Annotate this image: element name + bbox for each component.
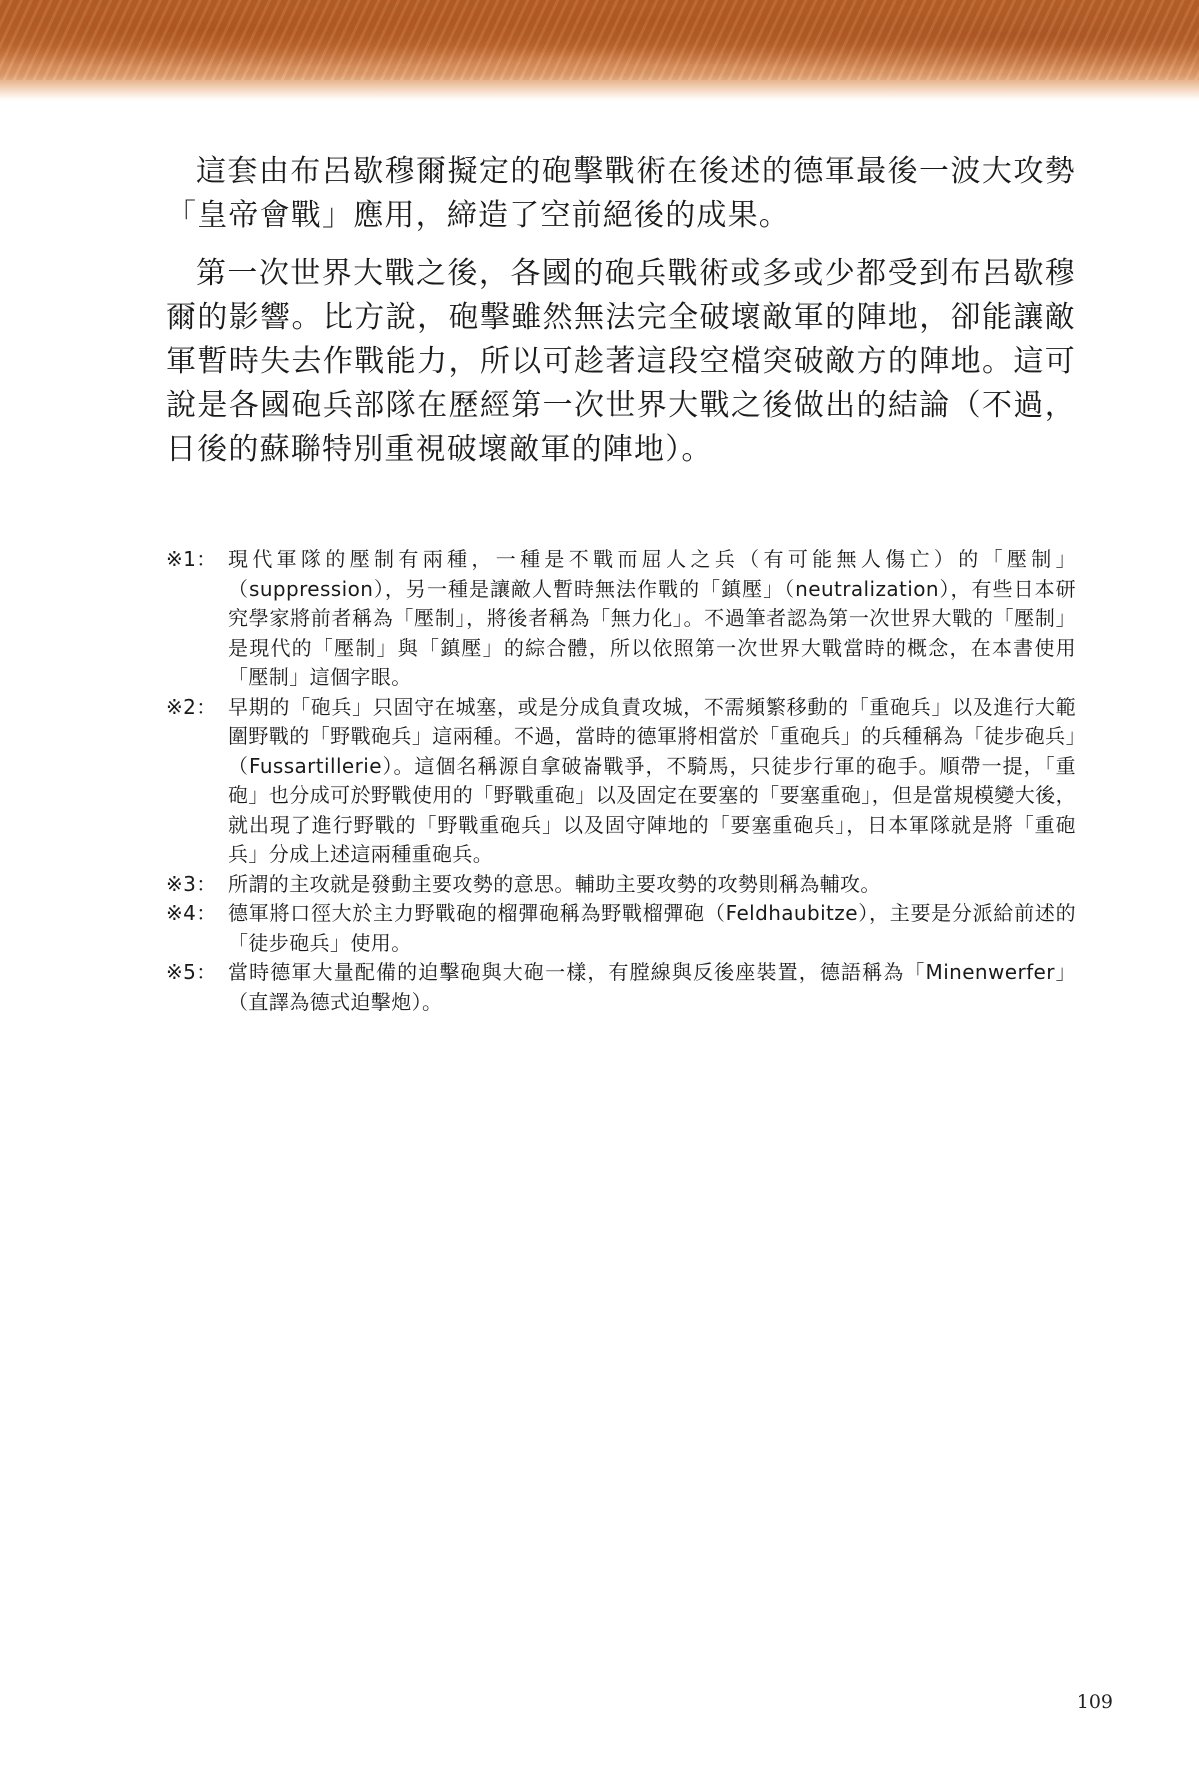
body-paragraph: 第一次世界大戰之後，各國的砲兵戰術或多或少都受到布呂歇穆爾的影響。比方說，砲擊雖然無法完全破壞敵軍的陣地，卻能讓敵軍暫時失去作戰能力，所以可趁著這段空檔突破敵方的陣地。這可說是各國砲兵部隊在歷經第一次世界大戰之後做出的結論（不過，日後的蘇聯特別重視破壞敵軍的陣地）。 bbox=[166, 256, 1076, 467]
footnote-4 bbox=[166, 899, 1076, 958]
footnote-marker: ※4： bbox=[166, 901, 217, 925]
footnote-text: 所謂的主攻就是發動主要攻勢的意思。輔助主要攻勢的攻勢則稱為輔攻。 bbox=[228, 871, 881, 896]
footnote-5 bbox=[166, 958, 1076, 1017]
footnote-marker: ※1： bbox=[166, 547, 217, 571]
page-number: 109 bbox=[1076, 1691, 1113, 1713]
footnote-1 bbox=[166, 545, 1076, 693]
footnote-text: 早期的「砲兵」只固守在城塞，或是分成負責攻城，不需頻繁移動的「重砲兵」以及進行大範圍野戰的「野戰砲兵」這兩種。不過，當時的德軍將相當於「重砲兵」的兵種稱為「徒步砲兵」（Fussartillerie）。這個名稱源自拿破崙戰爭，不騎馬，只徒步行軍的砲手。順帶一提，「重砲」也分成可於野戰使用的「野戰重砲」以及固定在要塞的「要塞重砲」，但是當規模變大後，就出現了進行野戰的「野戰重砲兵」以及固守陣地的「要塞重砲兵」，日本軍隊就是將「重砲兵」分成上述這兩種重砲兵。 bbox=[228, 694, 1076, 866]
footnote-marker: ※2： bbox=[166, 694, 217, 719]
footnote-text: 現代軍隊的壓制有兩種，一種是不戰而屈人之兵（有可能無人傷亡）的「壓制」（suppression），另一種是讓敵人暫時無法作戰的「鎮壓」（neutralization），有些日本研究學家將前者稱為「壓制」，將後者稱為「無力化」。不過筆者認為第一次世界大戰的「壓制」是現代的「壓制」與「鎮壓」的綜合體，所以依照第一次世界大戰當時的概念，在本書使用「壓制」這個字眼。 bbox=[228, 547, 1076, 689]
footnote-2 bbox=[166, 693, 1076, 870]
header-banner bbox=[0, 0, 1199, 100]
main-body-text bbox=[166, 150, 1076, 486]
banner-texture bbox=[0, 0, 1199, 80]
footnote-marker: ※5： bbox=[166, 960, 217, 984]
footnote-text: 當時德軍大量配備的迫擊砲與大砲一樣，有膛線與反後座裝置，德語稱為「Minenwerfer」（直譯為德式迫擊炮）。 bbox=[228, 960, 1076, 1014]
footnotes bbox=[166, 545, 1076, 1017]
footnote-text: 德軍將口徑大於主力野戰砲的榴彈砲稱為野戰榴彈砲（Feldhaubitze），主要是分派給前述的「徒步砲兵」使用。 bbox=[228, 901, 1076, 955]
body-paragraph: 這套由布呂歇穆爾擬定的砲擊戰術在後述的德軍最後一波大攻勢「皇帝會戰」應用，締造了空前絕後的成果。 bbox=[166, 154, 1076, 233]
footnote-marker: ※3： bbox=[166, 871, 217, 896]
footnote-3 bbox=[166, 870, 1076, 900]
